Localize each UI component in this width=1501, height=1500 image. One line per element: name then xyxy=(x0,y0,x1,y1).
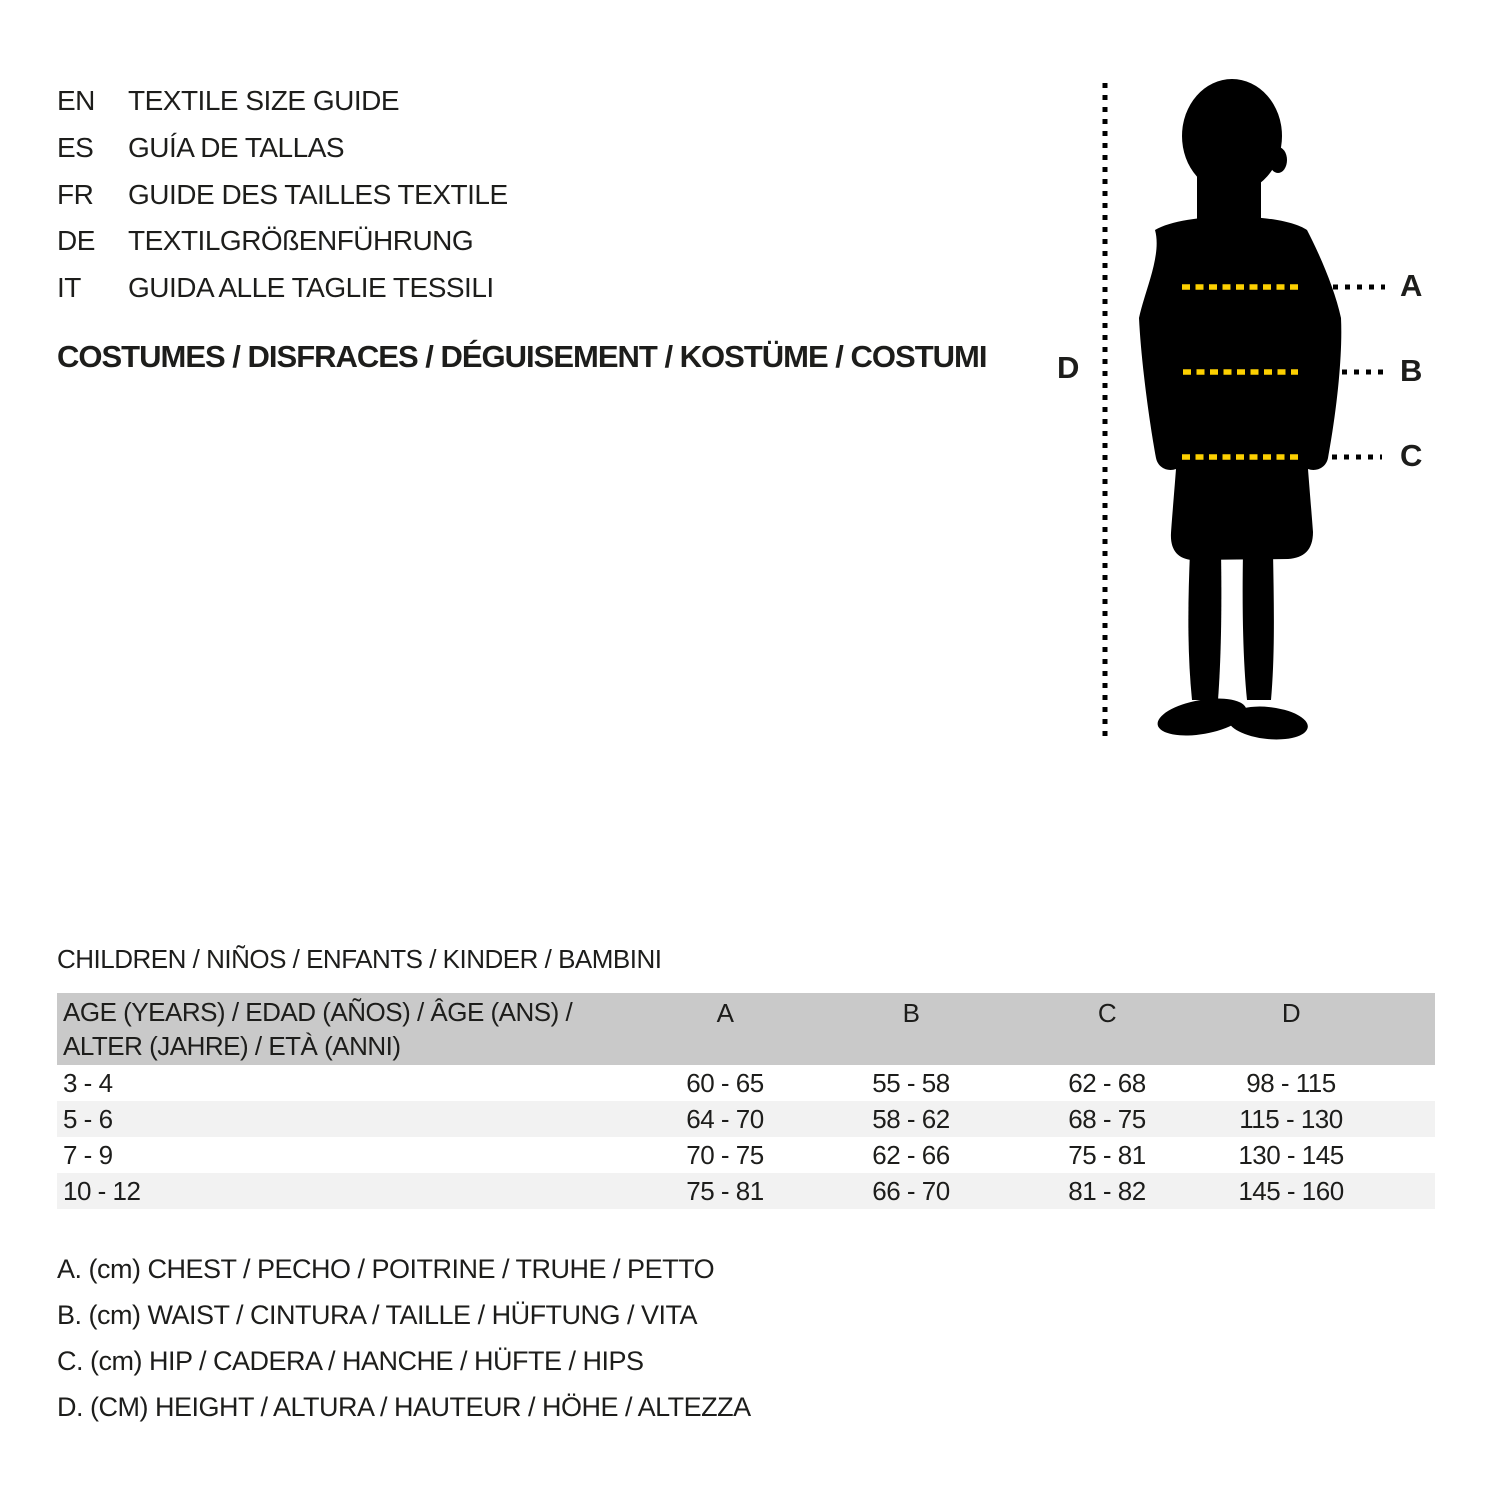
height-range: 115 - 130 xyxy=(1239,1104,1343,1134)
language-code-fr: FR xyxy=(57,178,94,210)
measurement-figure xyxy=(1040,60,1500,760)
measurement-legend xyxy=(57,1246,751,1430)
age-range: 10 - 12 xyxy=(63,1176,141,1206)
height-range: 130 - 145 xyxy=(1238,1140,1344,1170)
child-silhouette-figure xyxy=(1040,60,1500,760)
children-section-title: CHILDREN / NIÑOS / ENFANTS / KINDER / BAMBINI xyxy=(57,944,662,974)
age-range: 3 - 4 xyxy=(63,1068,113,1098)
language-title-list xyxy=(57,78,508,311)
column-header-a: A xyxy=(716,998,734,1028)
chest-range: 60 - 65 xyxy=(686,1068,764,1098)
chest-range: 70 - 75 xyxy=(686,1140,764,1170)
language-row-de xyxy=(57,218,508,265)
legend-waist: B. (cm) WAIST / CINTURA / TAILLE / HÜFTUNG / VITA xyxy=(57,1300,698,1330)
guide-title-es: GUÍA DE TALLAS xyxy=(128,132,345,164)
language-row-fr xyxy=(57,171,508,218)
hip-label: C xyxy=(1400,438,1422,473)
waist-label: B xyxy=(1400,353,1422,388)
language-code-es: ES xyxy=(57,132,94,164)
language-row-en xyxy=(57,78,508,125)
child-silhouette xyxy=(1139,79,1341,743)
waist-range: 66 - 70 xyxy=(872,1176,950,1206)
legend-height: D. (CM) HEIGHT / ALTURA / HAUTEUR / HÖHE / ALTEZZA xyxy=(57,1392,751,1422)
age-range: 7 - 9 xyxy=(63,1140,113,1170)
hip-range: 75 - 81 xyxy=(1068,1140,1146,1170)
guide-title-fr: GUIDE DES TAILLES TEXTILE xyxy=(128,178,508,210)
height-label: D xyxy=(1057,350,1079,385)
guide-title-en: TEXTILE SIZE GUIDE xyxy=(128,85,400,117)
height-range: 98 - 115 xyxy=(1246,1068,1336,1098)
table-row xyxy=(57,1137,1435,1173)
language-code-de: DE xyxy=(57,225,95,257)
guide-title-de: TEXTILGRÖßENFÜHRUNG xyxy=(128,225,474,257)
table-row xyxy=(57,1065,1435,1101)
chest-label: A xyxy=(1400,268,1422,303)
category-headline: COSTUMES / DISFRACES / DÉGUISEMENT / KOSTÜME / COSTUMI xyxy=(57,339,987,374)
legend-chest: A. (cm) CHEST / PECHO / POITRINE / TRUHE / PETTO xyxy=(57,1254,715,1284)
language-code-en: EN xyxy=(57,85,95,117)
age-header-line2: ALTER (JAHRE) / ETÀ (ANNI) xyxy=(63,1031,401,1061)
waist-range: 62 - 66 xyxy=(872,1140,950,1170)
age-column-header xyxy=(63,995,572,1063)
height-range: 145 - 160 xyxy=(1238,1176,1344,1206)
column-header-b: B xyxy=(902,998,920,1028)
hip-range: 81 - 82 xyxy=(1068,1176,1146,1206)
column-header-c: C xyxy=(1097,998,1117,1028)
waist-range: 55 - 58 xyxy=(872,1068,950,1098)
waist-range: 58 - 62 xyxy=(872,1104,950,1134)
children-size-table xyxy=(57,993,1435,1209)
hip-range: 62 - 68 xyxy=(1068,1068,1146,1098)
table-row xyxy=(57,1101,1435,1137)
column-header-d: D xyxy=(1281,998,1301,1028)
hip-range: 68 - 75 xyxy=(1068,1104,1146,1134)
legend-hip: C. (cm) HIP / CADERA / HANCHE / HÜFTE / HIPS xyxy=(57,1346,644,1376)
table-header-row xyxy=(57,993,1435,1065)
chest-range: 75 - 81 xyxy=(686,1176,764,1206)
language-row-es xyxy=(57,125,508,172)
guide-title-it: GUIDA ALLE TAGLIE TESSILI xyxy=(128,272,494,304)
language-code-it: IT xyxy=(57,272,81,304)
chest-range: 64 - 70 xyxy=(686,1104,764,1134)
age-header-line1: AGE (YEARS) / EDAD (AÑOS) / ÂGE (ANS) / xyxy=(63,997,573,1027)
age-range: 5 - 6 xyxy=(63,1104,113,1134)
table-row xyxy=(57,1173,1435,1209)
language-row-it xyxy=(57,265,508,312)
